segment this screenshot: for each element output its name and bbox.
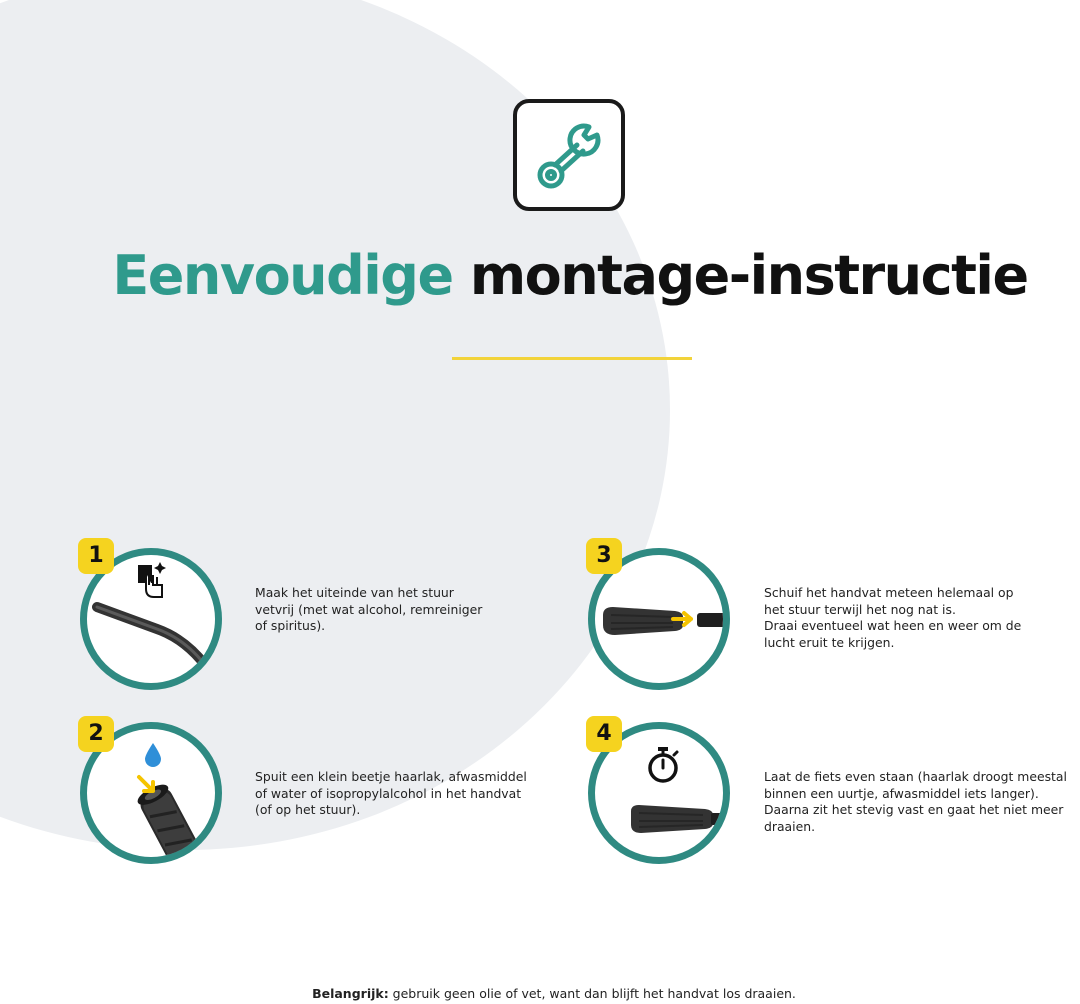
stopwatch-icon bbox=[646, 746, 680, 788]
footer-text: gebruik geen olie of vet, want dan blijft het handvat los draaien. bbox=[388, 986, 796, 1001]
page-title bbox=[0, 244, 1080, 307]
step-4-badge: 4 bbox=[586, 716, 622, 752]
step-1-text: Maak het uiteinde van het stuur vetvrij (met wat alcohol, remreiniger of spiritus). bbox=[255, 585, 483, 633]
title-underline bbox=[452, 357, 692, 360]
step-3-text: Schuif het handvat meteen helemaal op het stuur terwijl het nog nat is. Draai eventueel wat heen en weer om de lucht eruit te krijgen. bbox=[764, 585, 1022, 650]
step-2-badge: 2 bbox=[78, 716, 114, 752]
footer-note bbox=[0, 986, 1080, 1001]
step-1-badge: 1 bbox=[78, 538, 114, 574]
wrench-icon bbox=[513, 99, 625, 211]
step-2-text: Spuit een klein beetje haarlak, afwasmiddel of water of isopropylalcohol in het handvat (of op het stuur). bbox=[255, 769, 527, 817]
arrow-down-icon bbox=[136, 774, 160, 802]
step-4-text: Laat de fiets even staan (haarlak droogt meestal binnen een uurtje, afwasmiddel iets langer). Daarna zit het stevig vast en gaat het niet meer draaien. bbox=[764, 769, 1067, 834]
arrow-right-icon bbox=[671, 610, 695, 632]
water-drop-icon bbox=[144, 742, 162, 772]
title-main: montage-instructie bbox=[469, 244, 1028, 307]
step-3-badge: 3 bbox=[586, 538, 622, 574]
footer-label: Belangrijk: bbox=[312, 986, 389, 1001]
title-highlight: Eenvoudige bbox=[112, 244, 453, 307]
wipe-cloth-icon bbox=[132, 559, 172, 605]
